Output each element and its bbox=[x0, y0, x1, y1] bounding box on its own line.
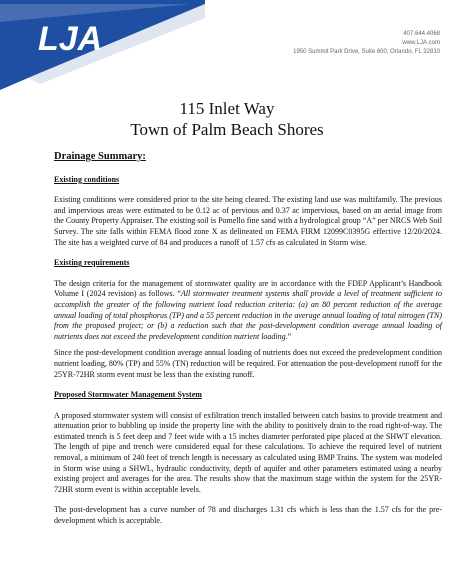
logo-wordmark: LJA bbox=[38, 20, 103, 58]
requirements-quote: All stormwater treatment systems shall provide a level of treatment sufficient to accomplish the greater of the following nutrient load reduction criteria: (a) an 80 percent reduction of the average annual loading of total phosphorus (TP) and a 55 percent reduction in the average annual loading of total nitrogen (TN) from the proposed project; or (b) a reduction such that the post-development condition average annual loading of nutrients does not exceed the predevelopment condition nutrient loading bbox=[54, 289, 442, 341]
document-body bbox=[54, 152, 442, 533]
office-address: 1950 Summit Park Drive, Suite 600, Orlando, FL 32810 bbox=[293, 49, 440, 55]
requirements-intro: The design criteria for the management of stormwater quality are in accordance with the FDEP Applicant’s Handbook Volume I (2024 revision) as follows. “ bbox=[54, 278, 442, 299]
conclusion-paragraph: The post-development has a curve number of 78 and discharges 1.31 cfs which is less than the 1.57 cfs for the pre-development which is acceptable. bbox=[54, 505, 442, 526]
proposed-system-paragraph: A proposed stormwater system will consist of exfiltration trench installed between catch basins to provide treatment and attenuation prior to bubbling up inside the property line with the ability to positively drain to the road right-of-way. The estimated trench is 5 feet deep and 7 feet wide with a 15 inches diameter perforated pipe placed at the SHWT elevation. The length of pipe and trench were considered equal for these calculations. To achieve the required level of nutrient removal, a minimum of 240 feet of trench length is necessary as calculated using BMP Trains. The system was modeled in Storm wise using a SHWL, hydraulic conductivity, depth of aquifer and other parameters estimated using a nearby existing project and averages for the area. The results show that the maximum stage within the system for the 25YR-72HR storm event is within acceptable levels. bbox=[54, 410, 442, 494]
existing-conditions-heading: Existing conditions bbox=[54, 174, 120, 184]
requirements-followup-paragraph: Since the post-development condition average annual loading of nutrients does not exceed the predevelopment condition nutrient loading, 80% (TP) and 55% (TN) reduction will be required. For attenuation the post-development runoff for the 25YR-72HR storm event must be less than the existing runoff. bbox=[54, 348, 442, 379]
website-link[interactable]: www.LJA.com bbox=[402, 40, 440, 46]
letterhead bbox=[0, 0, 454, 90]
proposed-system-heading: Proposed Stormwater Management System bbox=[54, 390, 202, 400]
drainage-summary-heading: Drainage Summary: bbox=[54, 151, 146, 162]
existing-requirements-paragraph bbox=[54, 279, 442, 343]
phone-number: 407.644.4068 bbox=[403, 31, 440, 37]
contact-info bbox=[293, 30, 440, 57]
page-title-address: 115 Inlet Way bbox=[179, 99, 275, 118]
requirements-quote-end: .” bbox=[285, 331, 292, 341]
existing-conditions-paragraph: Existing conditions were considered prior to the site being cleared. The existing land use was multifamily. The previous and impervious areas were estimated to be 0.12 ac of pervious and 0.37 ac impervious, based on an aerial image from the County Property Appraiser. The existing soil is Pomello fine sand with a hydrological group “A” per NRCS Web Soil Survey. The site falls within FEMA flood zone X as delineated on FEMA FIRM 12099C0395G effective 12/20/2024. The site has a weighted curve of 84 and produces a runoff of 1.57 cfs as calculated in Storm wise. bbox=[54, 195, 442, 247]
page-title-town: Town of Palm Beach Shores bbox=[130, 120, 324, 139]
existing-requirements-heading: Existing requirements bbox=[54, 258, 130, 268]
lja-logo bbox=[0, 0, 230, 90]
